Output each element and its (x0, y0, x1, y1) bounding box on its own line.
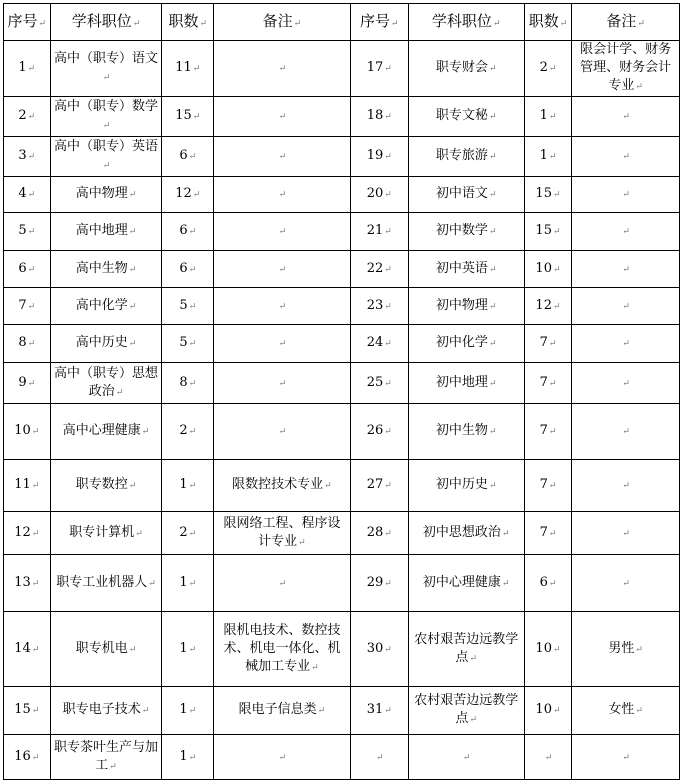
paragraph-mark: ↵ (384, 64, 392, 74)
cell-note-left (214, 288, 351, 325)
paragraph-mark: ↵ (31, 528, 40, 539)
cell-count-right: 2↵ (524, 41, 572, 97)
table-row (4, 177, 680, 213)
cell-subject-right: 职专财会↵ (408, 41, 524, 97)
cell-seq-right (350, 735, 408, 780)
paragraph-mark: ↵ (635, 82, 643, 92)
paragraph-mark: ↵ (488, 190, 497, 200)
cell-subject-left: 高中（职专）语文↵ (50, 41, 162, 97)
table-row (4, 404, 680, 460)
cell-seq-left: 6↵ (4, 251, 51, 288)
cell-note-left (214, 363, 351, 404)
header-count-right: 职数↵ (524, 4, 572, 41)
paragraph-mark: ↵ (501, 578, 510, 589)
cell-count-right: 7↵ (524, 325, 572, 363)
table-row (4, 460, 680, 512)
cell-count-left: 2↵ (162, 404, 214, 460)
paragraph-mark: ↵ (278, 152, 287, 162)
paragraph-mark: ↵ (622, 152, 630, 162)
paragraph-mark: ↵ (188, 378, 197, 389)
cell-note-left (214, 41, 351, 97)
paragraph-mark: ↵ (278, 378, 287, 389)
header-note-right: 备注↵ (572, 4, 680, 41)
paragraph-mark: ↵ (31, 706, 40, 716)
cell-subject-left: 高中化学↵ (50, 288, 162, 325)
paragraph-mark: ↵ (188, 227, 197, 237)
paragraph-mark: ↵ (488, 427, 497, 437)
paragraph-mark: ↵ (278, 112, 287, 122)
paragraph-mark: ↵ (278, 227, 287, 237)
table-row (4, 325, 680, 363)
table-row (4, 612, 680, 687)
paragraph-mark: ↵ (109, 761, 117, 772)
paragraph-mark: ↵ (278, 339, 287, 349)
cell-note-right (572, 97, 680, 137)
paragraph-mark: ↵ (622, 190, 630, 200)
cell-count-left: 15↵ (162, 97, 214, 137)
paragraph-mark: ↵ (488, 152, 497, 162)
paragraph-mark: ↵ (31, 481, 40, 491)
cell-seq-right: 29↵ (350, 555, 408, 612)
cell-seq-left: 7↵ (4, 288, 51, 325)
table-row (4, 512, 680, 555)
cell-subject-right: 职专文秘↵ (408, 97, 524, 137)
cell-seq-left: 5↵ (4, 213, 51, 251)
paragraph-mark: ↵ (548, 64, 557, 74)
paragraph-mark: ↵ (622, 264, 630, 275)
paragraph-mark: ↵ (548, 339, 557, 349)
paragraph-mark: ↵ (552, 264, 561, 275)
cell-note-left (214, 251, 351, 288)
cell-seq-right: 25↵ (350, 363, 408, 404)
cell-subject-left: 高中（职专）英语↵ (50, 137, 162, 177)
paragraph-mark: ↵ (552, 644, 561, 655)
paragraph-mark: ↵ (552, 706, 561, 716)
cell-seq-right: 27↵ (350, 460, 408, 512)
paragraph-mark: ↵ (188, 528, 197, 539)
cell-count-right: 12↵ (524, 288, 572, 325)
cell-subject-right: 初中化学↵ (408, 325, 524, 363)
cell-count-left: 2↵ (162, 512, 214, 555)
cell-note-left (214, 735, 351, 780)
cell-seq-right: 18↵ (350, 97, 408, 137)
paragraph-mark: ↵ (384, 112, 392, 122)
paragraph-mark: ↵ (552, 301, 561, 312)
paragraph-mark: ↵ (27, 152, 36, 162)
cell-note-left (214, 325, 351, 363)
paragraph-mark: ↵ (384, 152, 392, 162)
paragraph-mark: ↵ (31, 427, 40, 437)
cell-count-right: 10↵ (524, 612, 572, 687)
paragraph-mark: ↵ (622, 339, 630, 349)
cell-seq-right: 31↵ (350, 687, 408, 735)
paragraph-mark: ↵ (311, 662, 319, 673)
cell-subject-left: 职专茶叶生产与加工↵ (50, 735, 162, 780)
paragraph-mark: ↵ (548, 112, 557, 122)
paragraph-mark: ↵ (622, 227, 630, 237)
paragraph-mark: ↵ (552, 190, 561, 200)
paragraph-mark: ↵ (384, 481, 392, 491)
paragraph-mark: ↵ (622, 481, 630, 491)
cell-count-left: 8↵ (162, 363, 214, 404)
cell-count-right: 7↵ (524, 404, 572, 460)
cell-note-left (214, 555, 351, 612)
cell-count-left: 1↵ (162, 555, 214, 612)
paragraph-mark: ↵ (192, 64, 201, 74)
paragraph-mark: ↵ (622, 112, 630, 122)
paragraph-mark: ↵ (622, 528, 630, 539)
cell-subject-left: 高中生物↵ (50, 251, 162, 288)
table-row (4, 213, 680, 251)
table-row (4, 288, 680, 325)
paragraph-mark: ↵ (317, 706, 326, 716)
paragraph-mark: ↵ (27, 339, 36, 349)
paragraph-mark: ↵ (128, 339, 137, 349)
cell-count-right: 6↵ (524, 555, 572, 612)
paragraph-mark: ↵ (384, 378, 392, 389)
cell-count-right: 15↵ (524, 213, 572, 251)
paragraph-mark: ↵ (622, 301, 630, 312)
cell-subject-right: 初中英语↵ (408, 251, 524, 288)
paragraph-mark: ↵ (488, 112, 497, 122)
paragraph-mark: ↵ (622, 378, 630, 389)
paragraph-mark: ↵ (141, 427, 150, 437)
table-row (4, 735, 680, 780)
cell-subject-left: 高中心理健康↵ (50, 404, 162, 460)
paragraph-mark: ↵ (102, 121, 111, 131)
paragraph-mark: ↵ (384, 427, 392, 437)
paragraph-mark: ↵ (384, 339, 392, 349)
cell-count-left: 5↵ (162, 288, 214, 325)
cell-count-right: 7↵ (524, 363, 572, 404)
paragraph-mark: ↵ (548, 578, 557, 589)
cell-subject-left: 高中（职专）数学↵ (50, 97, 162, 137)
cell-seq-right: 26↵ (350, 404, 408, 460)
paragraph-mark: ↵ (298, 537, 306, 548)
paragraph-mark: ↵ (27, 264, 36, 275)
cell-note-left (214, 177, 351, 213)
paragraph-mark: ↵ (622, 578, 630, 589)
cell-note-right (572, 460, 680, 512)
paragraph-mark: ↵ (278, 190, 287, 200)
cell-count-left: 12↵ (162, 177, 214, 213)
paragraph-mark: ↵ (128, 301, 137, 312)
paragraph-mark: ↵ (188, 152, 197, 162)
paragraph-mark: ↵ (27, 227, 36, 237)
paragraph-mark: ↵ (384, 264, 392, 275)
table-row (4, 137, 680, 177)
paragraph-mark: ↵ (622, 427, 630, 437)
cell-seq-left: 11↵ (4, 460, 51, 512)
paragraph-mark: ↵ (188, 644, 197, 655)
cell-subject-left: 职专电子技术↵ (50, 687, 162, 735)
paragraph-mark: ↵ (324, 481, 332, 491)
cell-note-right (572, 213, 680, 251)
paragraph-mark: ↵ (488, 481, 497, 491)
paragraph-mark: ↵ (27, 378, 36, 389)
cell-subject-right: 职专旅游↵ (408, 137, 524, 177)
cell-note-left: 限数控技术专业↵ (214, 460, 351, 512)
header-seq-left: 序号↵ (4, 4, 51, 41)
table-row (4, 97, 680, 137)
cell-seq-right: 17↵ (350, 41, 408, 97)
paragraph-mark: ↵ (188, 264, 197, 275)
cell-subject-right: 初中语文↵ (408, 177, 524, 213)
cell-seq-left: 16↵ (4, 735, 51, 780)
cell-note-right (572, 512, 680, 555)
paragraph-mark: ↵ (31, 752, 40, 763)
cell-subject-right: 初中思想政治↵ (408, 512, 524, 555)
cell-seq-left: 14↵ (4, 612, 51, 687)
paragraph-mark: ↵ (548, 528, 557, 539)
cell-seq-right: 19↵ (350, 137, 408, 177)
cell-note-right (572, 555, 680, 612)
cell-note-right (572, 735, 680, 780)
cell-count-left: 6↵ (162, 251, 214, 288)
cell-count-left: 1↵ (162, 687, 214, 735)
paragraph-mark: ↵ (635, 706, 643, 716)
paragraph-mark: ↵ (384, 644, 392, 655)
cell-note-left (214, 213, 351, 251)
cell-seq-right: 24↵ (350, 325, 408, 363)
paragraph-mark: ↵ (384, 528, 392, 539)
paragraph-mark: ↵ (278, 578, 287, 589)
cell-note-right: 女性↵ (572, 687, 680, 735)
paragraph-mark: ↵ (462, 752, 471, 763)
paragraph-mark: ↵ (148, 578, 156, 589)
cell-subject-left: 职专计算机↵ (50, 512, 162, 555)
paragraph-mark: ↵ (128, 190, 137, 200)
paragraph-mark: ↵ (188, 339, 197, 349)
paragraph-mark: ↵ (141, 706, 150, 716)
paragraph-mark: ↵ (548, 152, 557, 162)
cell-count-left: 1↵ (162, 460, 214, 512)
cell-subject-right: 初中生物↵ (408, 404, 524, 460)
paragraph-mark: ↵ (278, 427, 287, 437)
job-positions-table (3, 3, 680, 780)
cell-seq-left: 3↵ (4, 137, 51, 177)
paragraph-mark: ↵ (115, 387, 124, 398)
paragraph-mark: ↵ (635, 644, 643, 655)
paragraph-mark: ↵ (488, 378, 497, 389)
paragraph-mark: ↵ (622, 752, 630, 763)
cell-subject-left: 高中地理↵ (50, 213, 162, 251)
paragraph-mark: ↵ (31, 578, 40, 589)
cell-count-left: 6↵ (162, 137, 214, 177)
paragraph-mark: ↵ (384, 578, 392, 589)
cell-subject-right: 初中历史↵ (408, 460, 524, 512)
cell-count-right: 10↵ (524, 687, 572, 735)
cell-subject-right: 初中心理健康↵ (408, 555, 524, 612)
cell-count-right (524, 735, 572, 780)
cell-subject-right: 农村艰苦边远教学点↵ (408, 612, 524, 687)
paragraph-mark: ↵ (384, 190, 392, 200)
cell-note-right (572, 288, 680, 325)
paragraph-mark: ↵ (188, 752, 197, 763)
paragraph-mark: ↵ (384, 227, 392, 237)
paragraph-mark: ↵ (27, 64, 36, 74)
cell-note-left: 限网络工程、程序设计专业↵ (214, 512, 351, 555)
paragraph-mark: ↵ (102, 73, 111, 83)
cell-note-left (214, 137, 351, 177)
cell-count-left: 1↵ (162, 612, 214, 687)
cell-seq-left: 12↵ (4, 512, 51, 555)
header-seq-right: 序号↵ (350, 4, 408, 41)
paragraph-mark: ↵ (128, 227, 137, 237)
paragraph-mark: ↵ (188, 578, 197, 589)
cell-seq-right: 23↵ (350, 288, 408, 325)
table-row (4, 363, 680, 404)
cell-note-left: 限机电技术、数控技术、机电一体化、机械加工专业↵ (214, 612, 351, 687)
paragraph-mark: ↵ (27, 190, 36, 200)
cell-seq-right: 20↵ (350, 177, 408, 213)
paragraph-mark: ↵ (128, 481, 137, 491)
paragraph-mark: ↵ (192, 112, 201, 122)
paragraph-mark: ↵ (31, 644, 40, 655)
cell-count-right: 1↵ (524, 137, 572, 177)
paragraph-mark: ↵ (278, 301, 287, 312)
cell-subject-left: 职专数控↵ (50, 460, 162, 512)
cell-count-left: 6↵ (162, 213, 214, 251)
paragraph-mark: ↵ (488, 301, 497, 312)
cell-subject-right: 初中地理↵ (408, 363, 524, 404)
cell-note-right (572, 404, 680, 460)
paragraph-mark: ↵ (548, 481, 557, 491)
paragraph-mark: ↵ (278, 752, 287, 763)
cell-note-left (214, 404, 351, 460)
paragraph-mark: ↵ (188, 706, 197, 716)
table-row (4, 687, 680, 735)
paragraph-mark: ↵ (278, 64, 287, 74)
paragraph-mark: ↵ (488, 64, 497, 74)
cell-seq-right: 21↵ (350, 213, 408, 251)
paragraph-mark: ↵ (544, 752, 553, 763)
paragraph-mark: ↵ (128, 264, 137, 275)
paragraph-mark: ↵ (27, 112, 36, 122)
paragraph-mark: ↵ (384, 301, 392, 312)
paragraph-mark: ↵ (548, 427, 557, 437)
paragraph-mark: ↵ (278, 264, 287, 275)
paragraph-mark: ↵ (128, 644, 137, 655)
paragraph-mark: ↵ (27, 301, 36, 312)
cell-subject-right: 初中数学↵ (408, 213, 524, 251)
cell-count-left: 11↵ (162, 41, 214, 97)
paragraph-mark: ↵ (469, 715, 477, 725)
cell-seq-right: 22↵ (350, 251, 408, 288)
header-subject-left: 学科职位↵ (50, 4, 162, 41)
paragraph-mark: ↵ (102, 161, 111, 171)
paragraph-mark: ↵ (501, 528, 510, 539)
cell-subject-right: 农村艰苦边远教学点↵ (408, 687, 524, 735)
cell-note-left (214, 97, 351, 137)
cell-note-right (572, 363, 680, 404)
cell-note-right (572, 137, 680, 177)
cell-note-right: 男性↵ (572, 612, 680, 687)
header-row (4, 4, 680, 41)
cell-count-left: 1↵ (162, 735, 214, 780)
cell-count-right: 7↵ (524, 512, 572, 555)
paragraph-mark: ↵ (375, 752, 384, 763)
cell-subject-right: 初中物理↵ (408, 288, 524, 325)
paragraph-mark: ↵ (548, 378, 557, 389)
table-row (4, 41, 680, 97)
cell-note-right (572, 177, 680, 213)
cell-note-right (572, 325, 680, 363)
cell-subject-left: 高中历史↵ (50, 325, 162, 363)
header-count-left: 职数↵ (162, 4, 214, 41)
paragraph-mark: ↵ (192, 190, 201, 200)
paragraph-mark: ↵ (188, 301, 197, 312)
cell-seq-left: 13↵ (4, 555, 51, 612)
cell-seq-right: 28↵ (350, 512, 408, 555)
paragraph-mark: ↵ (188, 481, 197, 491)
paragraph-mark: ↵ (135, 528, 143, 539)
cell-count-right: 1↵ (524, 97, 572, 137)
cell-seq-right: 30↵ (350, 612, 408, 687)
cell-seq-left: 9↵ (4, 363, 51, 404)
cell-count-right: 10↵ (524, 251, 572, 288)
paragraph-mark: ↵ (488, 264, 497, 275)
cell-seq-left: 1↵ (4, 41, 51, 97)
cell-count-left: 5↵ (162, 325, 214, 363)
cell-subject-left: 职专机电↵ (50, 612, 162, 687)
table-body (4, 41, 680, 780)
header-subject-right: 学科职位↵ (408, 4, 524, 41)
cell-seq-left: 4↵ (4, 177, 51, 213)
paragraph-mark: ↵ (188, 427, 197, 437)
cell-count-right: 15↵ (524, 177, 572, 213)
cell-count-right: 7↵ (524, 460, 572, 512)
cell-seq-left: 15↵ (4, 687, 51, 735)
cell-seq-left: 10↵ (4, 404, 51, 460)
paragraph-mark: ↵ (469, 653, 477, 664)
paragraph-mark: ↵ (552, 227, 561, 237)
header-note-left: 备注↵ (214, 4, 351, 41)
cell-subject-left: 高中物理↵ (50, 177, 162, 213)
table-row (4, 555, 680, 612)
cell-note-right: 限会计学、财务管理、财务会计专业↵ (572, 41, 680, 97)
cell-note-left: 限电子信息类↵ (214, 687, 351, 735)
cell-seq-left: 2↵ (4, 97, 51, 137)
paragraph-mark: ↵ (488, 339, 497, 349)
paragraph-mark: ↵ (488, 227, 497, 237)
cell-subject-left: 高中（职专）思想政治↵ (50, 363, 162, 404)
cell-subject-right (408, 735, 524, 780)
table-row (4, 251, 680, 288)
cell-seq-left: 8↵ (4, 325, 51, 363)
cell-subject-left: 职专工业机器人↵ (50, 555, 162, 612)
paragraph-mark: ↵ (384, 706, 392, 716)
cell-note-right (572, 251, 680, 288)
